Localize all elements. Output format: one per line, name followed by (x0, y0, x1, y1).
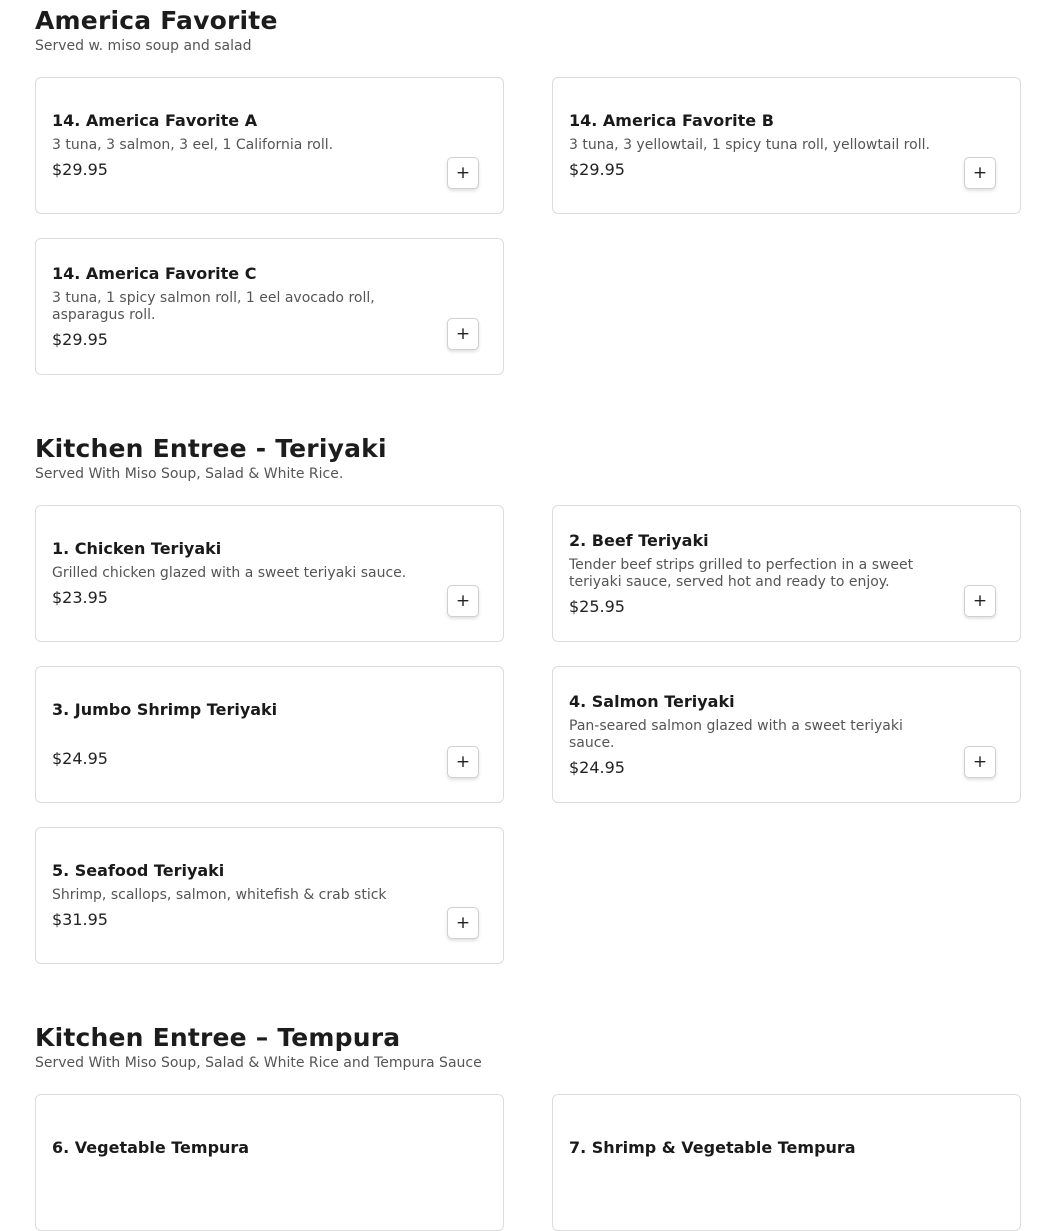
item-name: 1. Chicken Teriyaki (52, 539, 222, 558)
add-to-cart-button[interactable] (447, 157, 479, 189)
menu-section-america-favorite (35, 5, 1021, 349)
add-to-cart-button[interactable] (964, 585, 996, 617)
menu-section-tempura (35, 1022, 1021, 1157)
section-subtitle: Served With Miso Soup, Salad & White Rice. (35, 466, 344, 482)
menu-item-card[interactable] (35, 666, 504, 803)
menu-item-card[interactable] (552, 505, 1021, 642)
plus-icon: + (455, 591, 471, 611)
add-to-cart-button[interactable] (447, 746, 479, 778)
section-subtitle: Served w. miso soup and salad (35, 38, 252, 54)
add-to-cart-button[interactable] (964, 746, 996, 778)
item-description (52, 1164, 433, 1181)
item-price: $29.95 (52, 329, 108, 349)
add-to-cart-button[interactable] (964, 157, 996, 189)
menu-item-card[interactable] (552, 77, 1021, 214)
item-price: $25.95 (569, 596, 625, 616)
item-description: 3 tuna, 3 salmon, 3 eel, 1 California roll. (52, 137, 334, 153)
add-to-cart-button[interactable] (447, 907, 479, 939)
item-description (52, 726, 433, 743)
add-to-cart-button[interactable] (447, 585, 479, 617)
item-price: $23.95 (52, 588, 108, 607)
item-name: 7. Shrimp & Vegetable Tempura (569, 1138, 856, 1157)
add-to-cart-button[interactable] (447, 318, 479, 350)
menu-item-card[interactable] (35, 827, 504, 964)
menu-item-card[interactable] (35, 238, 504, 375)
plus-icon: + (972, 163, 988, 183)
item-price: $29.95 (52, 160, 108, 179)
menu-item-card[interactable] (35, 505, 504, 642)
plus-icon: + (972, 752, 988, 772)
item-price: $24.95 (569, 757, 625, 777)
plus-icon: + (455, 324, 471, 344)
plus-icon: + (455, 163, 471, 183)
item-description: Pan-seared salmon glazed with a sweet teriyaki sauce. (569, 717, 903, 751)
item-description: Grilled chicken glazed with a sweet teriyaki sauce. (52, 565, 407, 581)
section-title: Kitchen Entree – Tempura (35, 1023, 401, 1052)
item-name: 14. America Favorite B (569, 111, 774, 130)
item-description: 3 tuna, 3 yellowtail, 1 spicy tuna roll, yellowtail roll. (569, 137, 930, 153)
section-title: Kitchen Entree - Teriyaki (35, 434, 387, 463)
section-title: America Favorite (35, 6, 278, 35)
item-name: 14. America Favorite A (52, 111, 258, 130)
menu-item-card[interactable] (552, 666, 1021, 803)
menu-item-grid (35, 1094, 1021, 1231)
item-name: 6. Vegetable Tempura (52, 1138, 250, 1157)
item-description: Tender beef strips grilled to perfection in a sweet teriyaki sauce, served hot and ready to enjoy. (569, 556, 914, 590)
section-subtitle: Served With Miso Soup, Salad & White Rice and Tempura Sauce (35, 1055, 482, 1071)
item-price: $29.95 (569, 160, 625, 179)
item-description (569, 1164, 950, 1181)
item-description: Shrimp, scallops, salmon, whitefish & crab stick (52, 887, 387, 903)
menu-section-teriyaki (35, 433, 1021, 933)
item-name: 2. Beef Teriyaki (569, 530, 709, 550)
menu-item-grid (35, 505, 1021, 964)
menu-item-grid (35, 77, 1021, 375)
plus-icon: + (972, 591, 988, 611)
item-name: 5. Seafood Teriyaki (52, 861, 225, 880)
item-name: 14. America Favorite C (52, 263, 257, 283)
item-name: 3. Jumbo Shrimp Teriyaki (52, 700, 278, 719)
plus-icon: + (455, 913, 471, 933)
item-name: 4. Salmon Teriyaki (569, 691, 735, 711)
item-description: 3 tuna, 1 spicy salmon roll, 1 eel avocado roll, asparagus roll. (52, 289, 375, 323)
menu-item-card[interactable] (35, 77, 504, 214)
menu-item-card[interactable] (552, 1094, 1021, 1231)
item-price: $31.95 (52, 910, 108, 929)
plus-icon: + (455, 752, 471, 772)
item-price: $24.95 (52, 749, 108, 768)
menu-item-card[interactable] (35, 1094, 504, 1231)
